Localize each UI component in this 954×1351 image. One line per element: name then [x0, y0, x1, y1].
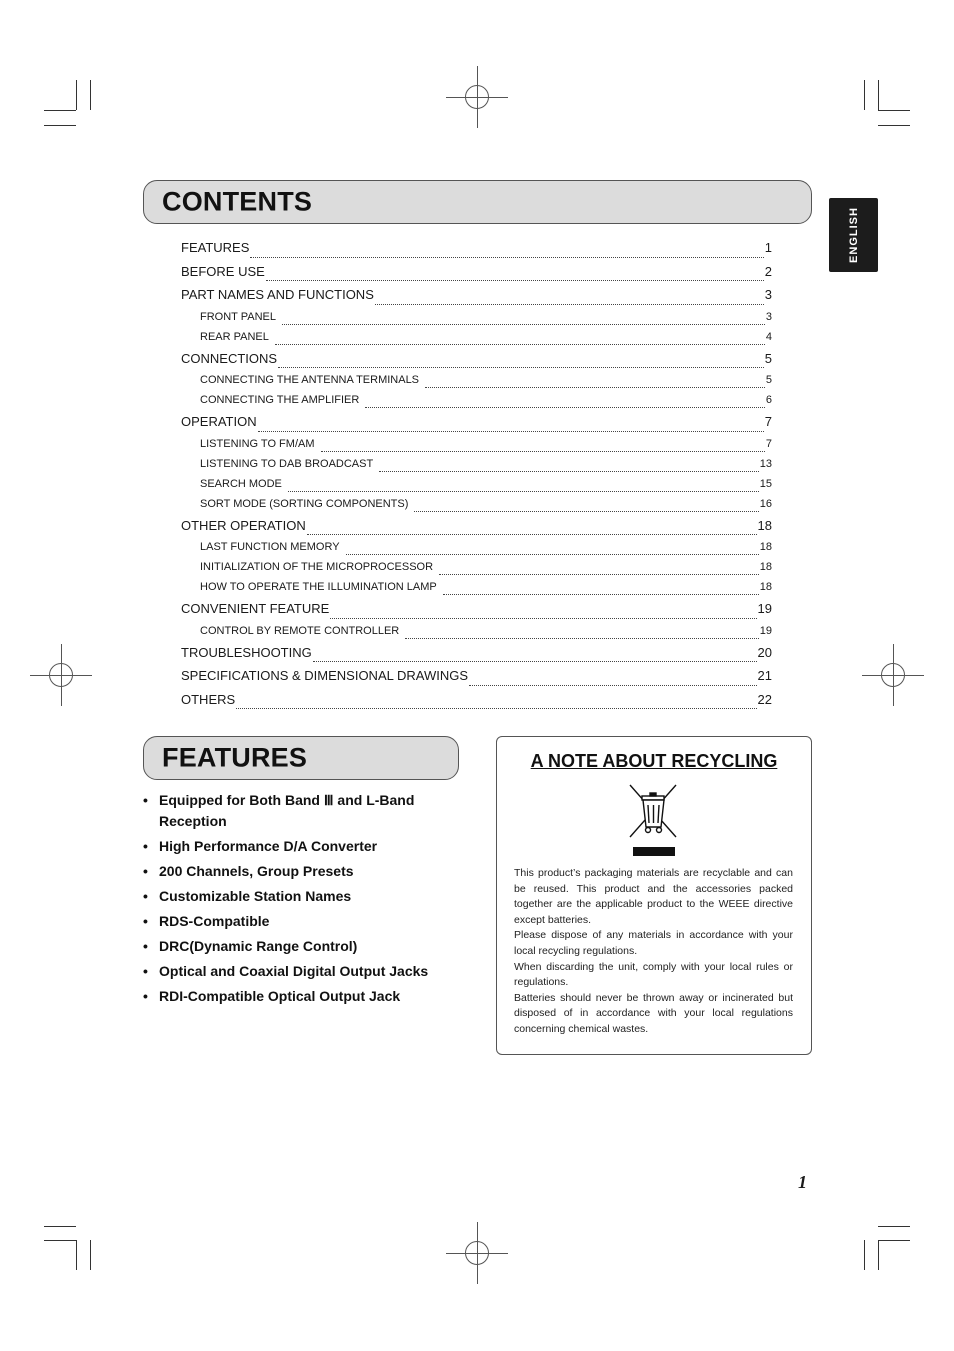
toc-dot-leader: [346, 554, 759, 555]
page-number: 1: [798, 1172, 807, 1192]
toc-entry-label: LISTENING TO DAB BROADCAST: [200, 457, 374, 470]
toc-entry: [181, 309, 772, 329]
features-list: [143, 790, 463, 1011]
toc-entry-label: OPERATION: [181, 414, 257, 429]
toc-entry: [181, 559, 772, 579]
toc-dot-leader: [405, 638, 758, 639]
toc-entry-label: CONNECTIONS: [181, 350, 278, 366]
toc-entry-label: OTHERS: [181, 691, 236, 707]
toc-entry-label: SPECIFICATIONS & DIMENSIONAL DRAWINGS: [181, 668, 468, 683]
recycling-bar-icon: [633, 847, 675, 856]
contents-title: CONTENTS: [162, 186, 313, 217]
feature-item: • Equipped for Both Band Ⅲ and L-Band Reception: [143, 790, 463, 832]
toc-entry-page: 18: [759, 581, 772, 593]
toc-entry: [181, 599, 772, 623]
toc-entry-label: TROUBLESHOOTING: [181, 644, 312, 660]
toc-entry-label: LISTENING TO FM/AM: [200, 437, 315, 450]
toc-entry-page: 18: [759, 541, 772, 553]
toc-dot-leader: [379, 471, 759, 472]
toc-entry-label: OTHER OPERATION: [181, 517, 306, 533]
toc-entry: [181, 412, 772, 436]
feature-item: • High Performance D/A Converter: [143, 836, 463, 857]
toc-entry-page: 18: [757, 517, 772, 533]
toc-entry: [181, 329, 772, 349]
toc-entry: [181, 372, 772, 392]
toc-dot-leader: [250, 257, 763, 258]
registration-mark: [49, 663, 73, 687]
toc-dot-leader: [330, 618, 756, 619]
toc-entry: [181, 516, 772, 540]
toc-entry: [181, 476, 772, 496]
toc-entry-page: 22: [757, 691, 772, 707]
toc-dot-leader: [439, 574, 759, 575]
feature-item: • DRC(Dynamic Range Control): [143, 936, 463, 957]
registration-mark: [881, 663, 905, 687]
toc-entry: [181, 238, 772, 262]
toc-entry-label: FEATURES: [181, 240, 250, 255]
toc-entry-page: 19: [759, 624, 772, 637]
toc-entry-page: 13: [759, 457, 772, 470]
toc-dot-leader: [313, 661, 757, 662]
toc-dot-leader: [425, 387, 765, 388]
toc-entry-page: 7: [764, 414, 772, 429]
toc-entry-page: 5: [765, 374, 772, 386]
toc-entry-label: FRONT PANEL: [200, 310, 276, 323]
toc-entry-label: REAR PANEL: [200, 330, 269, 343]
toc-entry-page: 6: [765, 394, 772, 406]
toc-entry-label: INITIALIZATION OF THE MICROPROCESSOR: [200, 561, 434, 573]
toc-entry-page: 18: [759, 561, 772, 573]
toc-entry: [181, 643, 772, 667]
toc-dot-leader: [443, 594, 759, 595]
language-tab-label: ENGLISH: [847, 207, 860, 263]
toc-entry-page: 1: [764, 240, 772, 255]
toc-entry-page: 3: [765, 310, 772, 323]
toc-dot-leader: [365, 407, 765, 408]
recycling-note-title: A NOTE ABOUT RECYCLING: [530, 751, 778, 771]
toc-dot-leader: [469, 685, 757, 686]
toc-dot-leader: [321, 451, 765, 452]
recycling-paragraph: Please dispose of any materials in accordance with your local recycling regulations.: [514, 929, 793, 957]
toc-entry-label: CONVENIENT FEATURE: [181, 601, 330, 616]
toc-dot-leader: [282, 324, 765, 325]
toc-entry-page: 3: [764, 287, 772, 302]
feature-item: • Customizable Station Names: [143, 886, 463, 907]
toc-entry-label: CONNECTING THE AMPLIFIER: [200, 394, 360, 406]
recycling-paragraph: When discarding the unit, comply with your local rules or regulations.: [514, 960, 793, 989]
toc-entry-page: 15: [759, 477, 772, 490]
toc-entry-label: HOW TO OPERATE THE ILLUMINATION LAMP: [200, 581, 437, 593]
toc-entry: [181, 392, 772, 412]
toc-entry-label: BEFORE USE: [181, 263, 265, 279]
features-header: [143, 736, 459, 780]
toc-dot-leader: [278, 367, 764, 368]
toc-entry: [181, 349, 772, 373]
toc-dot-leader: [414, 511, 758, 512]
registration-mark: [465, 85, 489, 109]
language-tab: [829, 198, 878, 272]
toc-dot-leader: [236, 708, 756, 709]
feature-item: • 200 Channels, Group Presets: [143, 861, 463, 882]
recycling-paragraph: This product’s packaging materials are recyclable and can be reused. This product and the accessories packed together are the applicable product to the WEEE directive except batteries.: [514, 867, 793, 926]
toc-entry-label: CONTROL BY REMOTE CONTROLLER: [200, 624, 400, 637]
toc-entry: [181, 285, 772, 309]
toc-dot-leader: [375, 304, 764, 305]
toc-entry: [181, 496, 772, 516]
recycling-note-text: [514, 866, 793, 1038]
toc-entry-page: 5: [764, 350, 772, 366]
crossed-out-wheelie-bin-icon: [628, 783, 678, 839]
toc-entry: [181, 690, 772, 714]
contents-header: [143, 180, 812, 224]
toc-entry: [181, 623, 772, 643]
toc-dot-leader: [307, 534, 757, 535]
recycling-paragraph: Batteries should never be thrown away or incinerated but disposed of in accordance with your local regulations concerning chemical wastes.: [514, 991, 793, 1035]
feature-item: • Optical and Coaxial Digital Output Jacks: [143, 961, 463, 982]
feature-item: • RDS-Compatible: [143, 911, 463, 932]
toc-entry-page: 2: [764, 263, 772, 279]
features-title: FEATURES: [162, 742, 308, 773]
toc-entry-page: 7: [765, 437, 772, 450]
toc-entry-label: PART NAMES AND FUNCTIONS: [181, 287, 374, 302]
toc-entry: [181, 579, 772, 599]
toc-entry-page: 19: [757, 601, 772, 616]
toc-entry: [181, 456, 772, 476]
toc-dot-leader: [275, 344, 765, 345]
toc-dot-leader: [288, 491, 759, 492]
toc-entry: [181, 436, 772, 456]
toc-entry-page: 4: [765, 330, 772, 343]
toc-dot-leader: [266, 280, 764, 281]
toc-entry-page: 21: [757, 668, 772, 683]
toc-dot-leader: [258, 431, 764, 432]
toc-entry-label: CONNECTING THE ANTENNA TERMINALS: [200, 374, 420, 386]
toc-entry: [181, 262, 772, 286]
toc-entry-label: LAST FUNCTION MEMORY: [200, 541, 340, 553]
feature-item: • RDI-Compatible Optical Output Jack: [143, 986, 463, 1007]
toc-entry-page: 20: [757, 644, 772, 660]
toc-entry-page: 16: [759, 497, 772, 510]
table-of-contents: [181, 238, 772, 713]
registration-mark: [465, 1241, 489, 1265]
toc-entry: [181, 539, 772, 559]
toc-entry-label: SORT MODE (SORTING COMPONENTS): [200, 497, 409, 510]
toc-entry: [181, 666, 772, 690]
toc-entry-label: SEARCH MODE: [200, 477, 282, 490]
